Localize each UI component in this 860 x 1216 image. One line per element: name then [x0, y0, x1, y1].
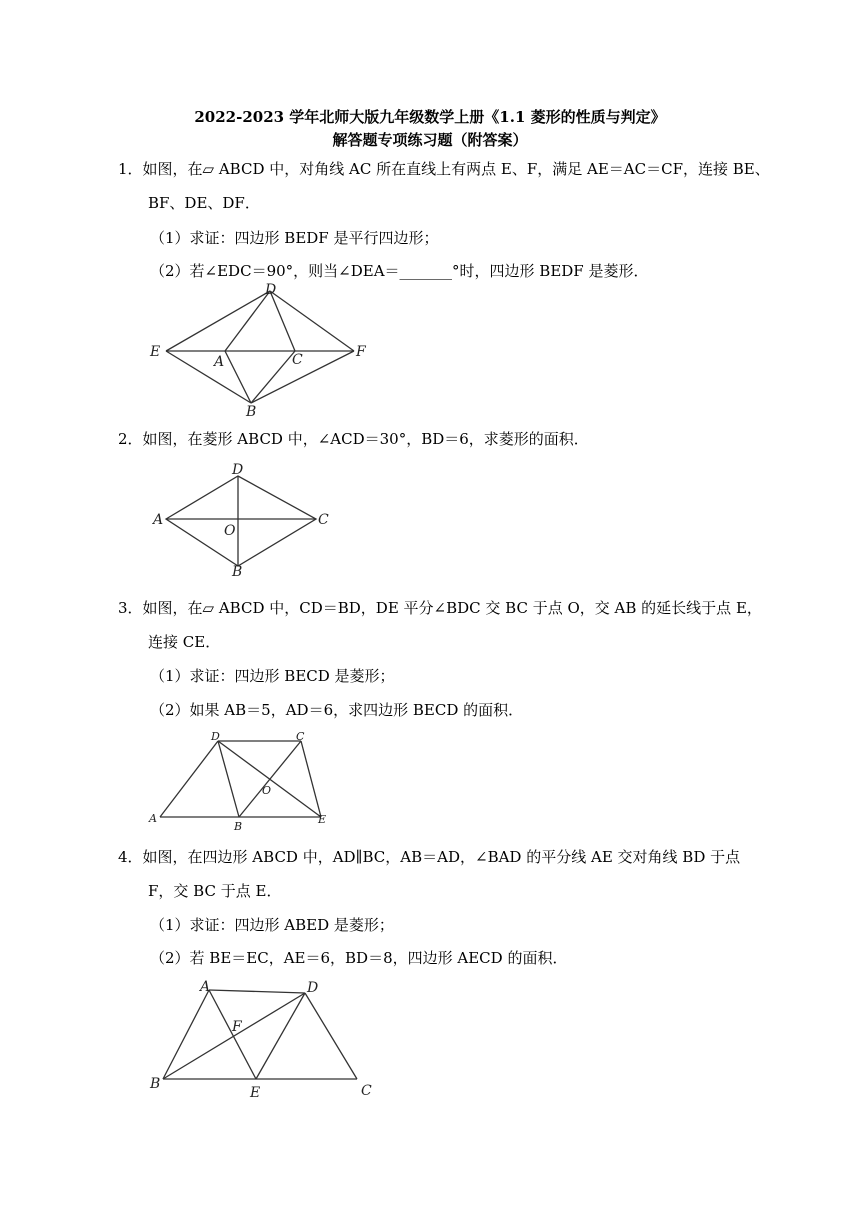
problem-4-part-1: （1）求证：四边形 ABED 是菱形； — [150, 916, 394, 934]
fig1-label-a: A — [214, 354, 225, 370]
problem-4-statement-cont: F，交 BC 于点 E． — [148, 882, 282, 900]
problem-4-figure — [145, 975, 385, 1100]
fig2-label-a: A — [153, 512, 164, 528]
fig3-label-o: O — [262, 784, 272, 797]
problem-1-statement: 1．如图，在▱ ABCD 中，对角线 AC 所在直线上有两点 E、F，满足 AE＝AC＝CF，连接 BE、 — [118, 160, 770, 178]
fig1-label-c: C — [292, 352, 303, 368]
fig2-label-c: C — [318, 512, 329, 528]
problem-4-statement: 4．如图，在四边形 ABCD 中，AD∥BC，AB＝AD，∠BAD 的平分线 AE 交对角线 BD 于点 — [118, 848, 741, 866]
problem-2-statement: 2．如图，在菱形 ABCD 中，∠ACD＝30°，BD＝6，求菱形的面积． — [118, 430, 589, 448]
fig3-label-d: D — [211, 730, 220, 743]
fig4-label-e: E — [250, 1085, 261, 1101]
fig1-label-b: B — [246, 404, 257, 420]
problem-3-part-1: （1）求证：四边形 BECD 是菱形； — [150, 667, 395, 685]
problem-4-part-2: （2）若 BE＝EC，AE＝6，BD＝8，四边形 AECD 的面积． — [150, 949, 568, 967]
fig2-label-d: D — [232, 462, 244, 478]
fig3-label-a: A — [149, 812, 157, 825]
problem-3-part-2: （2）如果 AB＝5，AD＝6，求四边形 BECD 的面积． — [150, 701, 524, 719]
fig4-label-d: D — [307, 980, 319, 996]
problem-2-figure — [150, 460, 340, 580]
document-title: 2022-2023 学年北师大版九年级数学上册《1.1 菱形的性质与判定》 — [194, 108, 666, 126]
problem-1-part-2: （2）若∠EDC＝90°，则当∠DEA＝_______°时，四边形 BEDF 是菱形． — [150, 262, 649, 280]
problem-3-statement: 3．如图，在▱ ABCD 中，CD＝BD，DE 平分∠BDC 交 BC 于点 O，交 AB 的延长线于点 E， — [118, 599, 762, 617]
fig3-label-b: B — [234, 820, 243, 833]
problem-1-part-1: （1）求证：四边形 BEDF 是平行四边形； — [150, 229, 439, 247]
fig4-label-f: F — [232, 1019, 242, 1035]
problem-1-statement-cont: BF、DE、DF． — [148, 194, 260, 212]
fig1-label-e: E — [150, 344, 161, 360]
document-subtitle: 解答题专项练习题（附答案） — [332, 131, 528, 149]
fig1-label-d: D — [265, 282, 277, 298]
fig3-label-c: C — [296, 730, 305, 743]
problem-1-figure — [140, 280, 380, 420]
fig2-label-b: B — [232, 564, 243, 580]
fig1-label-f: F — [356, 344, 366, 360]
fig2-label-o: O — [224, 523, 236, 539]
problem-3-figure — [145, 725, 345, 835]
fig4-label-a: A — [200, 979, 211, 995]
problem-3-statement-cont: 连接 CE． — [148, 633, 221, 651]
fig3-label-e: E — [318, 813, 327, 826]
fig4-label-c: C — [361, 1083, 372, 1099]
fig4-label-b: B — [150, 1076, 161, 1092]
